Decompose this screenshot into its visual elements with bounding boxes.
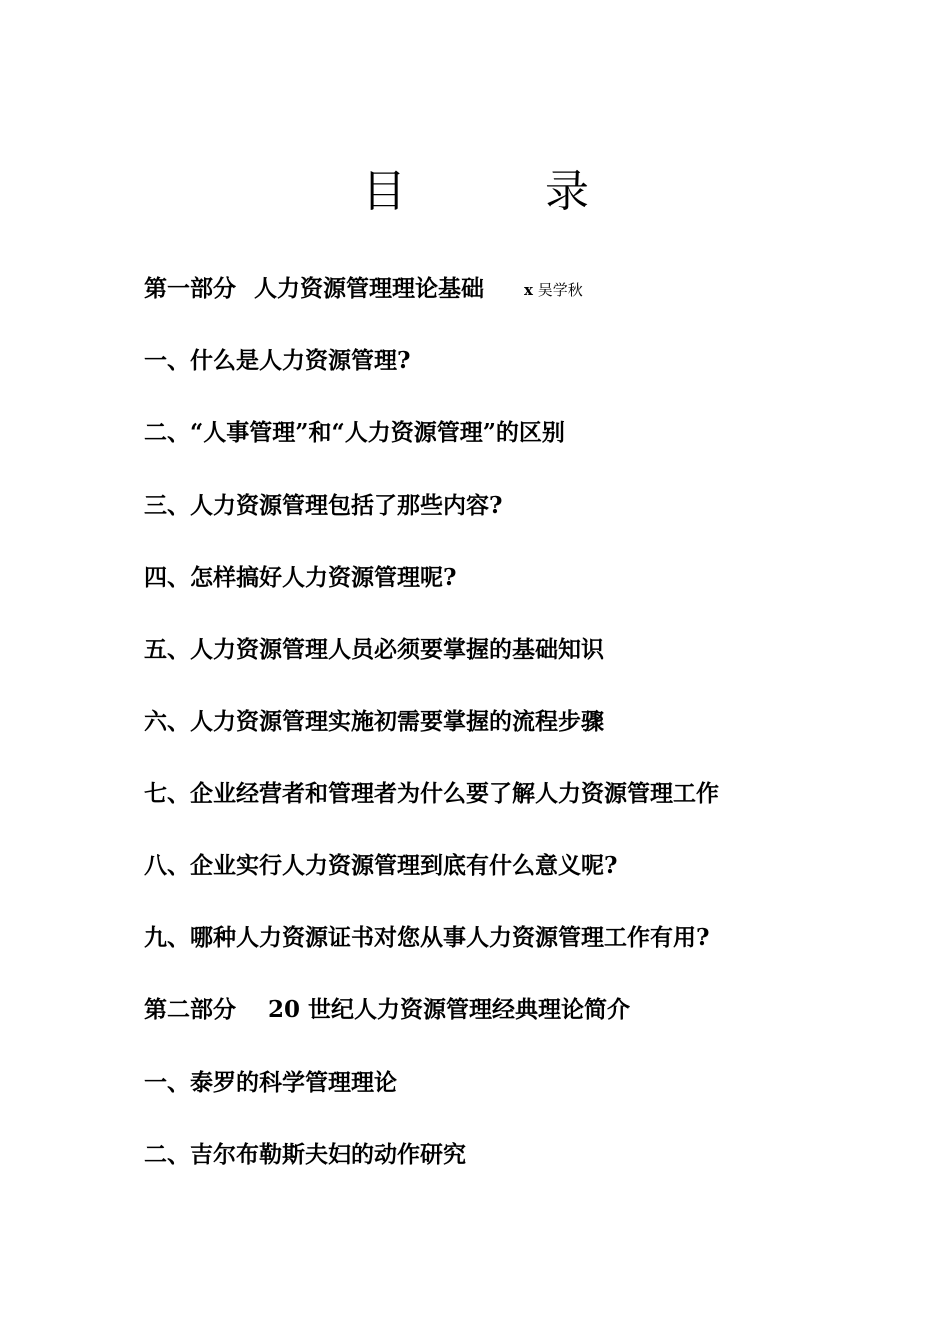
toc-item: 七、企业经营者和管理者为什么要了解人力资源管理工作: [144, 780, 719, 807]
toc-item: 九、哪种人力资源证书对您从事人力资源管理工作有用?: [144, 924, 710, 951]
toc-item: 四、怎样搞好人力资源管理呢?: [144, 564, 457, 591]
toc-title-char-1: 目: [362, 166, 406, 217]
toc-item: 五、人力资源管理人员必须要掌握的基础知识: [144, 636, 604, 663]
part-2-heading: [144, 990, 630, 1030]
toc-item: 二、吉尔布勒斯夫妇的动作研究: [144, 1141, 466, 1168]
toc-title: [0, 162, 950, 222]
part-1-label: 第一部分: [144, 275, 236, 302]
author-note: [524, 281, 583, 299]
part-1-title: 人力资源管理理论基础: [254, 275, 484, 302]
part-1-heading: [144, 269, 583, 309]
toc-item: 三、人力资源管理包括了那些内容?: [144, 492, 503, 519]
toc-item: 一、什么是人力资源管理?: [144, 347, 411, 374]
toc-item: 六、人力资源管理实施初需要掌握的流程步骤: [144, 708, 604, 735]
author-name: 吴学秋: [537, 281, 583, 299]
toc-title-char-2: 录: [545, 166, 589, 217]
toc-item: 八、企业实行人力资源管理到底有什么意义呢?: [144, 852, 618, 879]
part-2-title: 20 世纪人力资源管理经典理论简介: [268, 996, 631, 1023]
toc-item: 二、“人事管理”和“人力资源管理”的区别: [144, 419, 565, 446]
toc-item: 一、泰罗的科学管理理论: [144, 1069, 397, 1096]
part-2-label: 第二部分: [144, 996, 236, 1023]
author-prefix: x: [524, 281, 533, 299]
